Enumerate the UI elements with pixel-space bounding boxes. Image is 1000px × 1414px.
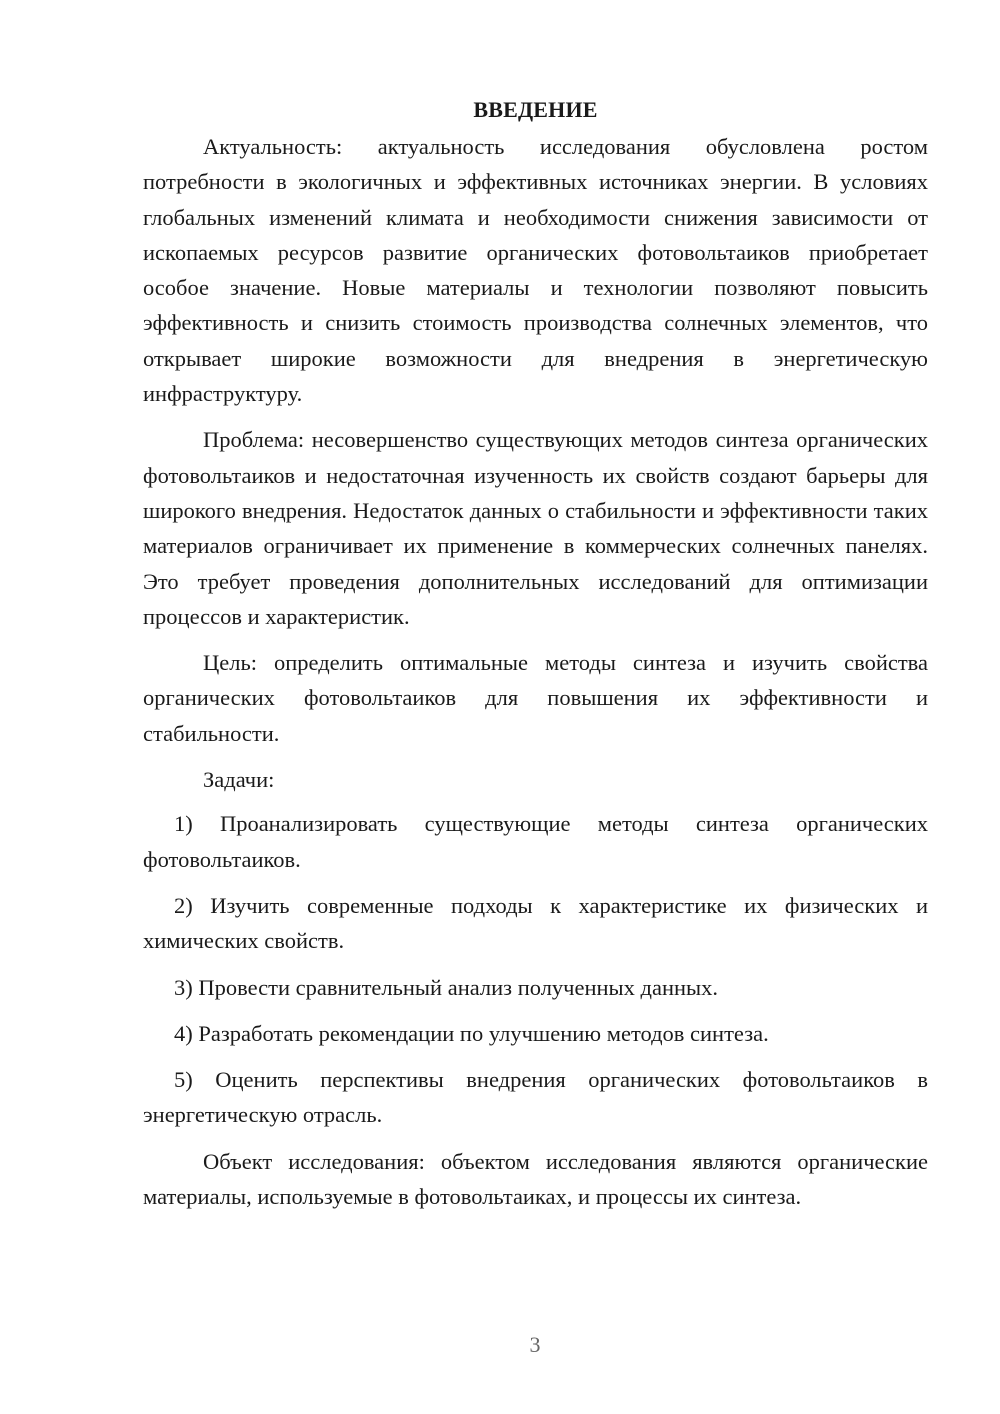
page-number: 3 <box>529 1332 541 1357</box>
task-item-3: 3) Провести сравнительный анализ полученных данных. <box>174 974 719 1000</box>
task-item-5: 5) Оценить перспективы внедрения органических фотовольтаиков в энергетическую отрасль. <box>143 1067 928 1128</box>
paragraph-object: Объект исследования: объектом исследования являются органические материалы, используемые в фотовольтаиках, и процессы их синтеза. <box>143 1148 928 1210</box>
task-item-1: 1) Проанализировать существующие методы синтеза органических фотовольтаиков. <box>143 811 928 872</box>
task-item-2: 2) Изучить современные подходы к характеристике их физических и химических свойств. <box>143 892 928 954</box>
paragraph-relevance: Актуальность: актуальность исследования обусловлена ростом потребности в экологичных и эффективных источниках энергии. В условиях глобальных изменений климата и необходимости снижения зависимости от ископаемых ресурсов развитие органических фотовольтаиков приобретает особое значение. Новые материалы и технологии позволяют повысить эффективность и снизить стоимость производства солнечных элементов, что открывает широкие возможности для внедрения в энергетическую инфраструктуру. <box>143 134 928 407</box>
page-content <box>143 95 928 1225</box>
section-heading: ВВЕДЕНИЕ <box>473 97 598 122</box>
task-item-4: 4) Разработать рекомендации по улучшению методов синтеза. <box>174 1020 769 1046</box>
tasks-label: Задачи: <box>203 767 275 793</box>
paragraph-problem: Проблема: несовершенство существующих методов синтеза органических фотовольтаиков и недостаточная изученность их свойств создают барьеры для широкого внедрения. Недостаток данных о стабильности и эффективности таких материалов ограничивает их применение в коммерческих солнечных панелях. Это требует проведения дополнительных исследований для оптимизации процессов и характеристик. <box>143 427 928 629</box>
paragraph-goal: Цель: определить оптимальные методы синтеза и изучить свойства органических фотовольтаиков для повышения их эффективности и стабильности. <box>143 650 928 746</box>
